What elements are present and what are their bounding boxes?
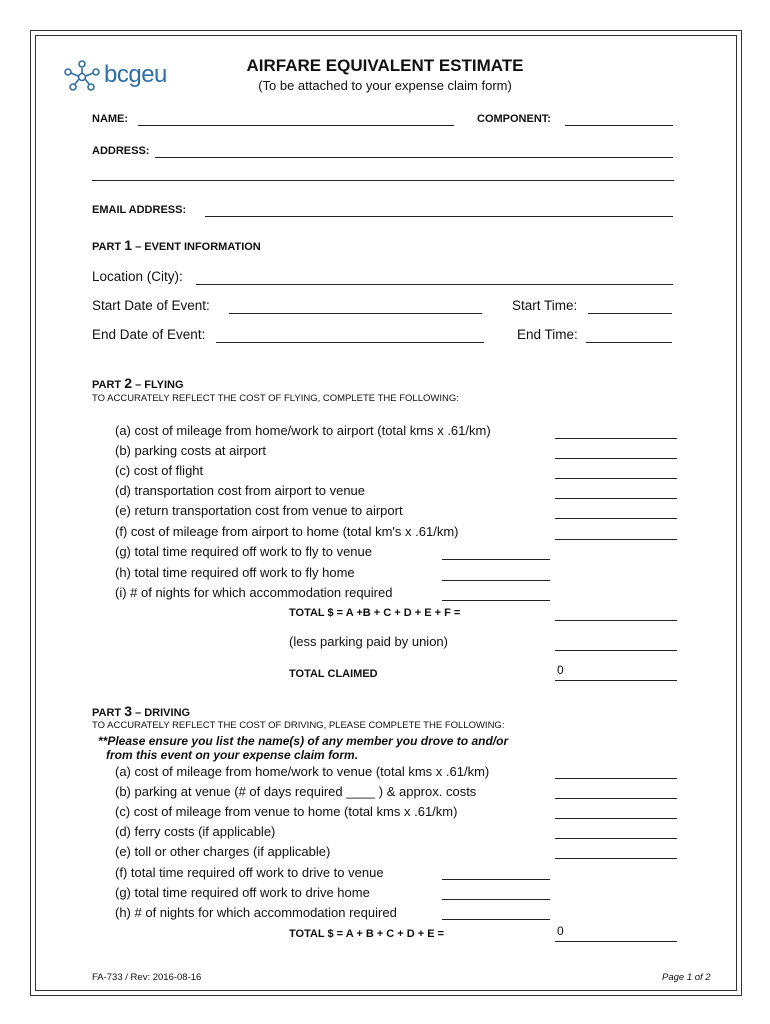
part2-field-c[interactable] (555, 478, 677, 479)
part2-field-a[interactable] (555, 438, 677, 439)
logo-wordmark: bcgeu (104, 61, 167, 88)
email-field[interactable] (205, 216, 673, 217)
part2-field-b[interactable] (555, 458, 677, 459)
address-field-line2[interactable] (92, 180, 674, 181)
part3-field-f[interactable] (442, 879, 550, 880)
part2-item-c: (c) cost of flight (115, 463, 204, 478)
part3-field-h[interactable] (442, 919, 550, 920)
part2-item-e: (e) return transportation cost from venue to airport (115, 503, 403, 518)
total-claimed-label: TOTAL CLAIMED (289, 668, 378, 680)
start-date-field[interactable] (229, 313, 482, 314)
total-claimed-value: 0 (557, 663, 564, 677)
part2-field-i[interactable] (442, 600, 550, 601)
name-field[interactable] (138, 125, 454, 126)
part3-item-g: (g) total time required off work to drive home (115, 885, 370, 900)
part2-item-f: (f) cost of mileage from airport to home (total km's x .61/km) (115, 524, 459, 539)
end-time-label: End Time: (517, 327, 578, 342)
part3-total-label: TOTAL $ = A + B + C + D + E = (289, 928, 445, 940)
form-title: AIRFARE EQUIVALENT ESTIMATE (246, 56, 524, 75)
end-date-label: End Date of Event: (92, 327, 206, 342)
part3-note-line1: **Please ensure you list the name(s) of any member you drove to and/or (98, 734, 509, 748)
part2-item-g: (g) total time required off work to fly to venue (115, 544, 372, 559)
part2-field-e[interactable] (555, 518, 677, 519)
part3-note-line2: from this event on your expense claim form. (106, 748, 359, 762)
part3-item-c: (c) cost of mileage from venue to home (total kms x .61/km) (115, 804, 458, 819)
part2-item-b: (b) parking costs at airport (115, 443, 267, 458)
part3-total-field[interactable] (555, 941, 677, 942)
part3-item-d: (d) ferry costs (if applicable) (115, 824, 276, 839)
less-parking-field[interactable] (555, 650, 677, 651)
part2-item-d: (d) transportation cost from airport to venue (115, 483, 366, 498)
start-time-field[interactable] (588, 313, 672, 314)
part3-field-c[interactable] (555, 818, 677, 819)
part2-total-label: TOTAL $ = A +B + C + D + E + F = (289, 607, 461, 619)
start-date-label: Start Date of Event: (92, 298, 210, 313)
address-field-line1[interactable] (155, 157, 673, 158)
part3-item-a: (a) cost of mileage from home/work to venue (total kms x .61/km) (115, 764, 490, 779)
part3-item-h: (h) # of nights for which accommodation required (115, 905, 397, 920)
part3-field-d[interactable] (555, 838, 677, 839)
end-date-field[interactable] (216, 342, 484, 343)
name-label: NAME: (92, 113, 129, 125)
less-parking-label: (less parking paid by union) (289, 634, 448, 649)
part2-total-field[interactable] (555, 620, 677, 621)
location-field[interactable] (196, 284, 673, 285)
part3-field-a[interactable] (555, 778, 677, 779)
part2-field-d[interactable] (555, 498, 677, 499)
start-time-label: Start Time: (512, 298, 578, 313)
part3-total-value: 0 (557, 924, 564, 938)
part3-field-e[interactable] (555, 858, 677, 859)
part2-item-a: (a) cost of mileage from home/work to airport (total kms x .61/km) (115, 423, 491, 438)
part2-field-g[interactable] (442, 559, 550, 560)
part3-heading: PART 3 – DRIVING (92, 703, 191, 719)
part2-field-f[interactable] (555, 539, 677, 540)
part3-field-g[interactable] (442, 899, 550, 900)
part3-item-b: (b) parking at venue (# of days required ____ ) & approx. costs (115, 784, 477, 799)
part2-heading: PART 2 – FLYING (92, 375, 184, 391)
part2-field-h[interactable] (442, 580, 550, 581)
form-subtitle: (To be attached to your expense claim form) (258, 78, 512, 93)
part2-instruction: TO ACCURATELY REFLECT THE COST OF FLYING, COMPLETE THE FOLLOWING: (92, 393, 459, 404)
part2-item-h: (h) total time required off work to fly home (115, 565, 355, 580)
part3-item-f: (f) total time required off work to drive to venue (115, 865, 384, 880)
end-time-field[interactable] (586, 342, 672, 343)
page-number: Page 1 of 2 (662, 972, 711, 983)
part3-instruction: TO ACCURATELY REFLECT THE COST OF DRIVING, PLEASE COMPLETE THE FOLLOWING: (92, 720, 505, 731)
location-label: Location (City): (92, 269, 183, 284)
form-id: FA-733 / Rev: 2016-08-16 (92, 972, 202, 983)
address-label: ADDRESS: (92, 145, 150, 157)
total-claimed-field[interactable] (555, 680, 677, 681)
part1-heading: PART 1 – EVENT INFORMATION (92, 237, 261, 253)
component-field[interactable] (565, 125, 673, 126)
component-label: COMPONENT: (477, 113, 551, 125)
part2-item-i: (i) # of nights for which accommodation required (115, 585, 393, 600)
part3-item-e: (e) toll or other charges (if applicable) (115, 844, 331, 859)
part3-field-b[interactable] (555, 798, 677, 799)
email-label: EMAIL ADDRESS: (92, 204, 187, 216)
